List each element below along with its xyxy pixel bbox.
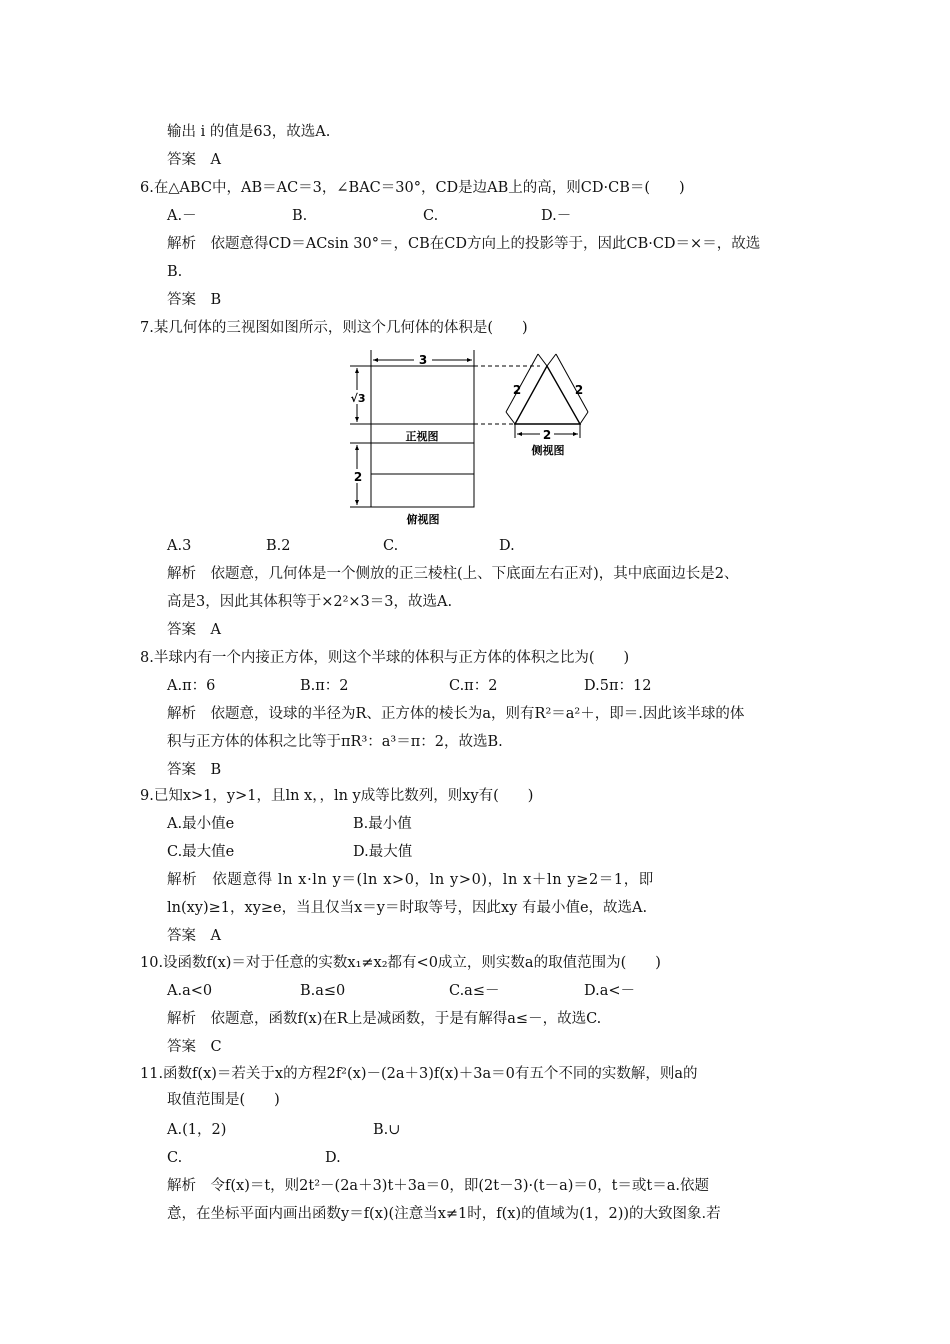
solution-line: 高是3，因此其体积等于×2²×3＝3，故选A. [167,594,453,610]
side-extension [580,412,588,424]
option-a: A.π：6 [167,678,216,694]
option-c: C.π：2 [449,678,498,694]
three-view-figure [340,346,610,531]
side-view-caption: 侧视图 [531,444,565,457]
option-a: A.a<0 [167,983,213,999]
answer-line: 答案 A [167,622,221,638]
top-height-label: 2 [353,470,363,484]
solution-line: 解析 依题意得 ln x·ln y＝(ln x>0，ln y>0)，ln x＋ln y≥2＝1，即 [167,872,654,888]
top-view-caption: 俯视图 [406,513,440,526]
option-b: B.a≤0 [300,983,346,999]
front-view-caption: 正视图 [405,430,439,443]
option-c: C. [167,1150,183,1166]
option-b: B.最小值 [353,816,412,832]
solution-line: 解析 依题意，几何体是一个侧放的正三棱柱(上、下底面左右正对)，其中底面边长是2、 [167,566,739,582]
side-right-dimension [556,354,588,412]
solution-line: 解析 令f(x)＝t，则2t²－(2a＋3)t＋3a＝0，即(2t－3)·(t－a)＝0，t＝或t＝a.依题 [167,1178,709,1194]
question-8: 8.半球内有一个内接正方体，则这个半球的体积与正方体的体积之比为( ) [140,650,630,666]
option-c: C. [383,538,399,554]
answer-line: 答案 C [167,1039,222,1055]
option-d: D.5π：12 [584,678,652,694]
question-10: 10.设函数f(x)＝对于任意的实数x₁≠x₂都有<0成立，则实数a的取值范围为( ) [140,955,661,971]
top-view-rect [371,443,474,507]
option-a: A.(1，2) [167,1122,227,1138]
arrow-head [355,368,359,373]
answer-line: 答案 B [167,762,222,778]
side-left-dimension [506,354,538,412]
front-view-rect [371,366,474,424]
option-d: D.a<－ [584,983,636,999]
option-b: B.∪ [373,1122,401,1138]
arrow-head [355,417,359,422]
front-height-label: √3 [350,392,366,405]
option-a: A.最小值e [167,816,235,832]
answer-line: 答案 B [167,292,222,308]
question-11-continued: 取值范围是( ) [167,1092,280,1108]
question-6: 6.在△ABC中，AB＝AC＝3，∠BAC＝30°，CD是边AB上的高，则CD·CB＝( ) [140,180,685,196]
option-c: C. [423,208,439,224]
solution-line: 解析 依题意，设球的半径为R、正方体的棱长为a，则有R²＝a²＋，即＝.因此该半球的体 [167,706,745,722]
option-b: B.π：2 [300,678,349,694]
solution-line: 解析 依题意得CD＝ACsin 30°＝，CB在CD方向上的投影等于，因此CB·CD＝×＝，故选 [167,236,761,252]
question-11: 11.函数f(x)＝若关于x的方程2f²(x)－(2a＋3)f(x)＋3a＝0有五个不同的实数解，则a的 [140,1066,698,1082]
option-d: D. [325,1150,341,1166]
option-b: B.2 [266,538,291,554]
side-view-triangle [512,366,580,424]
answer-line: 答案 A [167,152,221,168]
option-d: D. [499,538,515,554]
arrow-head [573,432,578,436]
side-extension [538,354,547,366]
side-bottom-label: 2 [542,428,552,442]
text-line: 输出 i 的值是63，故选A. [167,124,331,140]
solution-line: 意，在坐标平面内画出函数y＝f(x)(注意当x≠1时，f(x)的值域为(1，2))的大致图象.若 [167,1206,721,1222]
side-left-label: 2 [512,383,522,397]
arrow-head [355,445,359,450]
option-d: D.－ [541,208,572,224]
arrow-head [467,358,472,362]
question-9: 9.已知x>1，y>1，且ln x，，ln y成等比数列，则xy有( ) [140,788,534,804]
option-a: A.－ [167,208,197,224]
side-extension [506,412,515,424]
solution-line: ln(xy)≥1，xy≥e，当且仅当x＝y＝时取等号，因此xy 有最小值e，故选A. [167,900,648,916]
question-7: 7.某几何体的三视图如图所示，则这个几何体的体积是( ) [140,320,528,336]
arrow-head [517,432,522,436]
option-d: D.最大值 [353,844,413,860]
solution-line: 解析 依题意，函数f(x)在R上是减函数，于是有解得a≤－，故选C. [167,1011,602,1027]
option-b: B. [292,208,308,224]
option-a: A.3 [167,538,192,554]
solution-line: 积与正方体的体积之比等于πR³：a³＝π：2，故选B. [167,734,503,750]
arrow-head [355,500,359,505]
front-width-label: 3 [418,353,428,367]
side-extension [547,354,556,366]
arrow-head [373,358,378,362]
option-c: C.最大值e [167,844,235,860]
side-right-label: 2 [574,383,584,397]
option-c: C.a≤－ [449,983,500,999]
solution-line: B. [167,264,183,280]
answer-line: 答案 A [167,928,221,944]
